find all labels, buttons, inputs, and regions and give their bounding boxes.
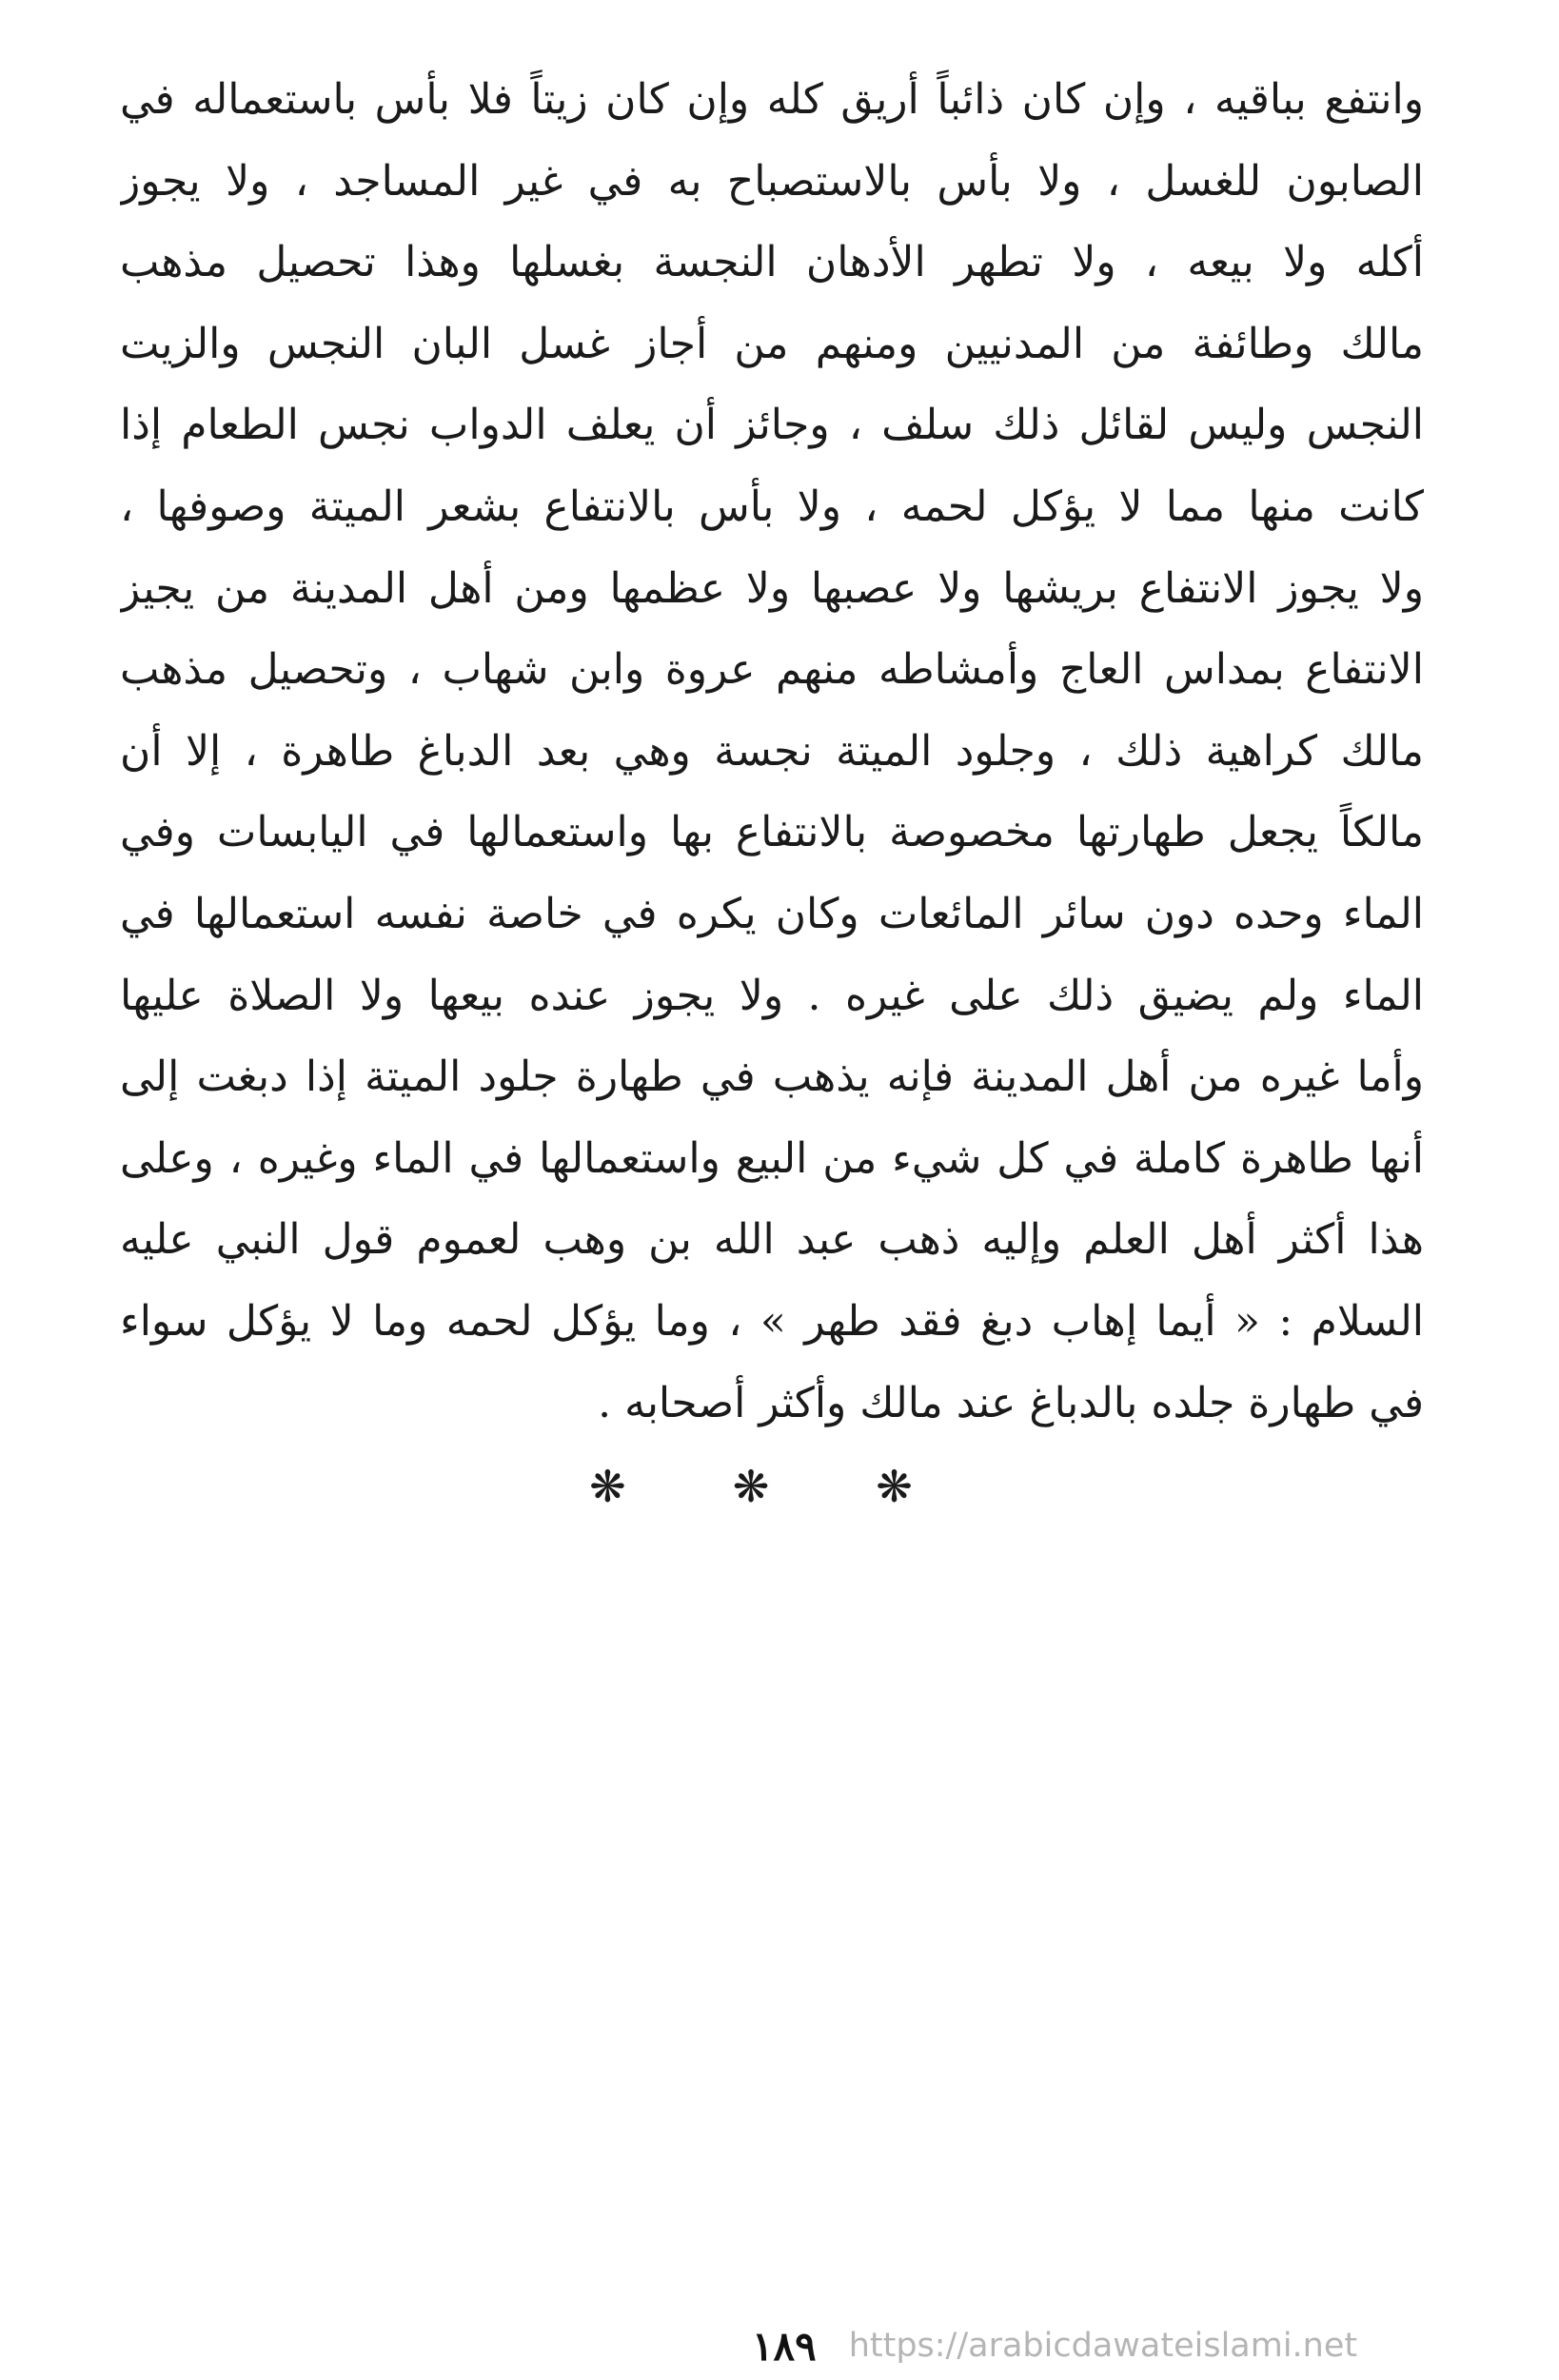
text-line: الماء وحده دون سائر المائعات وكان يكره في خاصة نفسه استعمالها في bbox=[120, 889, 1424, 938]
text-line: أنها طاهرة كاملة في كل شيء من البيع واستعمالها في الماء وغيره ، وعلى bbox=[120, 1133, 1424, 1183]
text-line: أكله ولا بيعه ، ولا تطهر الأدهان النجسة بغسلها وهذا تحصيل مذهب bbox=[120, 238, 1424, 287]
text-line: في طهارة جلده بالدباغ عند مالك وأكثر أصحابه . bbox=[598, 1378, 1424, 1427]
section-separator bbox=[0, 1461, 1559, 1512]
asterism-icon: ❋ bbox=[589, 1461, 683, 1512]
asterism-icon: ❋ bbox=[876, 1461, 970, 1512]
text-line: الماء ولم يضيق ذلك على غيره . ولا يجوز عنده بيعها ولا الصلاة عليها bbox=[120, 971, 1424, 1020]
body-text bbox=[120, 59, 1424, 1444]
text-line: مالكاً يجعل طهارتها مخصوصة بالانتفاع بها واستعمالها في اليابسات وفي bbox=[120, 808, 1424, 857]
text-line: مالك وطائفة من المدنيين ومنهم من أجاز غسل البان النجس والزيت bbox=[120, 319, 1424, 368]
page-number: ١٨٩ bbox=[752, 2322, 817, 2370]
text-line: مالك كراهية ذلك ، وجلود الميتة نجسة وهي بعد الدباغ طاهرة ، إلا أن bbox=[120, 726, 1424, 776]
page-footer bbox=[752, 2322, 1357, 2370]
text-line: السلام : « أيما إهاب دبغ فقد طهر » ، وما يؤكل لحمه وما لا يؤكل سواء bbox=[120, 1296, 1424, 1346]
text-line: وانتفع بباقيه ، وإن كان ذائباً أريق كله وإن كان زيتاً فلا بأس باستعماله في bbox=[120, 75, 1424, 124]
text-line: الانتفاع بمداس العاج وأمشاطه منهم عروة وابن شهاب ، وتحصيل مذهب bbox=[120, 645, 1424, 695]
text-line: ولا يجوز الانتفاع بريشها ولا عصبها ولا عظمها ومن أهل المدينة من يجيز bbox=[120, 563, 1424, 613]
text-line: الصابون للغسل ، ولا بأس بالاستصباح به في غير المساجد ، ولا يجوز bbox=[120, 156, 1424, 206]
text-line: النجس وليس لقائل ذلك سلف ، وجائز أن يعلف الدواب نجس الطعام إذا bbox=[120, 401, 1424, 450]
text-line: وأما غيره من أهل المدينة فإنه يذهب في طهارة جلود الميتة إذا دبغت إلى bbox=[120, 1052, 1424, 1102]
text-line: كانت منها مما لا يؤكل لحمه ، ولا بأس بالانتفاع بشعر الميتة وصوفها ، bbox=[120, 482, 1424, 531]
asterism-icon: ❋ bbox=[732, 1461, 827, 1512]
text-line: هذا أكثر أهل العلم وإليه ذهب عبد الله بن وهب لعموم قول النبي عليه bbox=[120, 1215, 1424, 1265]
watermark-url: https://arabicdawateislami.net bbox=[848, 2327, 1358, 2365]
